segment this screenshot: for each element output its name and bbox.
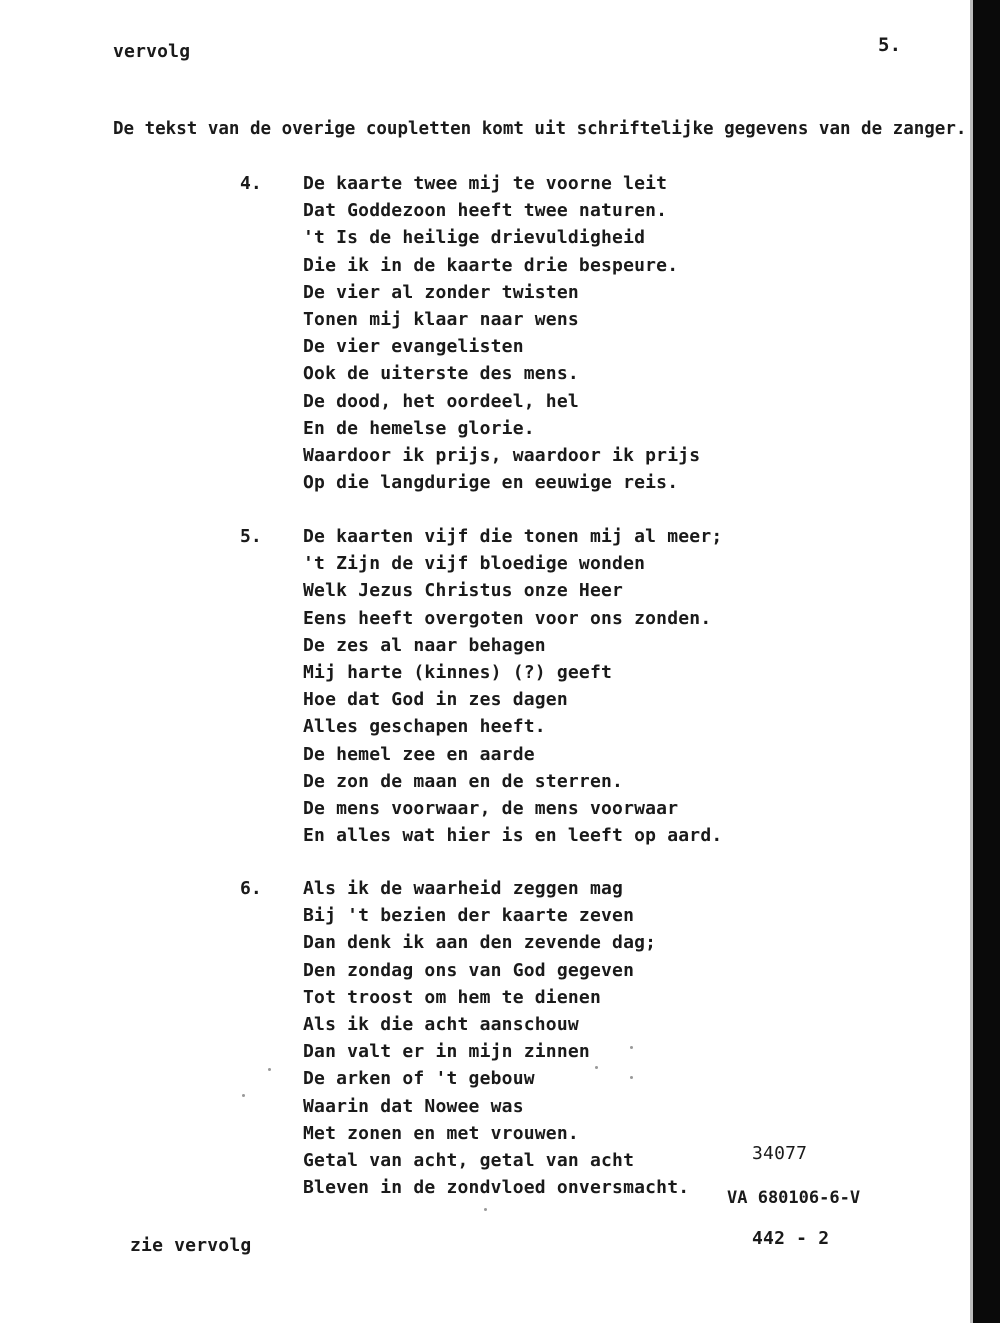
scan-speck	[595, 1066, 598, 1069]
stanza-lines	[303, 170, 700, 496]
scan-speck	[268, 1068, 271, 1071]
verse-line: Hoe dat God in zes dagen	[303, 689, 568, 711]
verse-line: Eens heeft overgoten voor ons zonden.	[303, 607, 712, 629]
verse-line: En alles wat hier is en leeft op aard.	[303, 825, 723, 847]
footer-continuation: zie vervolg	[130, 1235, 252, 1256]
stanza-number: 5.	[240, 526, 262, 547]
verse-line: Dan denk ik aan den zevende dag;	[303, 932, 657, 954]
verse-line: Dan valt er in mijn zinnen	[303, 1041, 590, 1063]
verse-line: De kaarten vijf die tonen mij al meer;	[303, 526, 723, 547]
tape-reference: 442 - 2	[752, 1228, 830, 1249]
verse-line: De vier evangelisten	[303, 336, 524, 358]
verse-line: Getal van acht, getal van acht	[303, 1150, 635, 1172]
stanza-lines	[303, 523, 722, 849]
verse-line: Mij harte (kinnes) (?) geeft	[303, 662, 613, 684]
verse-line: Op die langdurige en eeuwige reis.	[303, 472, 679, 494]
verse-line: Waarin dat Nowee was	[303, 1095, 524, 1117]
recording-code: VA 680106-6-V	[727, 1188, 861, 1208]
verse-line: De zes al naar behagen	[303, 634, 546, 656]
verse-line: De dood, het oordeel, hel	[303, 390, 579, 412]
verse-line: En de hemelse glorie.	[303, 417, 535, 439]
scan-speck	[484, 1208, 487, 1211]
verse-line: Die ik in de kaarte drie bespeure.	[303, 254, 679, 276]
stanza-lines	[303, 875, 689, 1201]
verse-line: Alles geschapen heeft.	[303, 716, 546, 738]
page-number: 5.	[878, 34, 902, 56]
verse-line: De kaarte twee mij te voorne leit	[303, 173, 668, 194]
verse-line: 't Is de heilige drievuldigheid	[303, 227, 646, 249]
verse-line: De arken of 't gebouw	[303, 1068, 535, 1090]
verse-line: De mens voorwaar, de mens voorwaar	[303, 798, 679, 820]
stanza-number: 6.	[240, 878, 262, 899]
verse-line: Met zonen en met vrouwen.	[303, 1122, 579, 1144]
verse-line: Als ik de waarheid zeggen mag	[303, 878, 624, 899]
verse-line: Als ik die acht aanschouw	[303, 1014, 579, 1036]
verse-line: Welk Jezus Christus onze Heer	[303, 580, 624, 602]
verse-line: De hemel zee en aarde	[303, 743, 535, 765]
verse-line: Tot troost om hem te dienen	[303, 986, 601, 1008]
scan-edge-border	[973, 0, 1000, 1323]
verse-line: De vier al zonder twisten	[303, 281, 579, 303]
verse-line: Waardoor ik prijs, waardoor ik prijs	[303, 445, 701, 467]
scan-speck	[242, 1094, 245, 1097]
verse-line: Dat Goddezoon heeft twee naturen.	[303, 200, 668, 222]
verse-line: Den zondag ons van God gegeven	[303, 959, 635, 981]
scan-speck	[630, 1046, 633, 1049]
verse-line: 't Zijn de vijf bloedige wonden	[303, 553, 646, 575]
verse-line: Bleven in de zondvloed onversmacht.	[303, 1177, 690, 1199]
stanza-number: 4.	[240, 173, 262, 194]
header-continuation: vervolg	[113, 41, 191, 62]
scan-speck	[630, 1076, 633, 1079]
verse-line: Ook de uiterste des mens.	[303, 363, 579, 385]
archive-number: 34077	[752, 1143, 808, 1164]
verse-line: De zon de maan en de sterren.	[303, 770, 624, 792]
verse-line: Bij 't bezien der kaarte zeven	[303, 905, 635, 927]
verse-line: Tonen mij klaar naar wens	[303, 309, 579, 331]
intro-text: De tekst van de overige coupletten komt uit schriftelijke gegevens van de zanger.	[113, 119, 967, 139]
